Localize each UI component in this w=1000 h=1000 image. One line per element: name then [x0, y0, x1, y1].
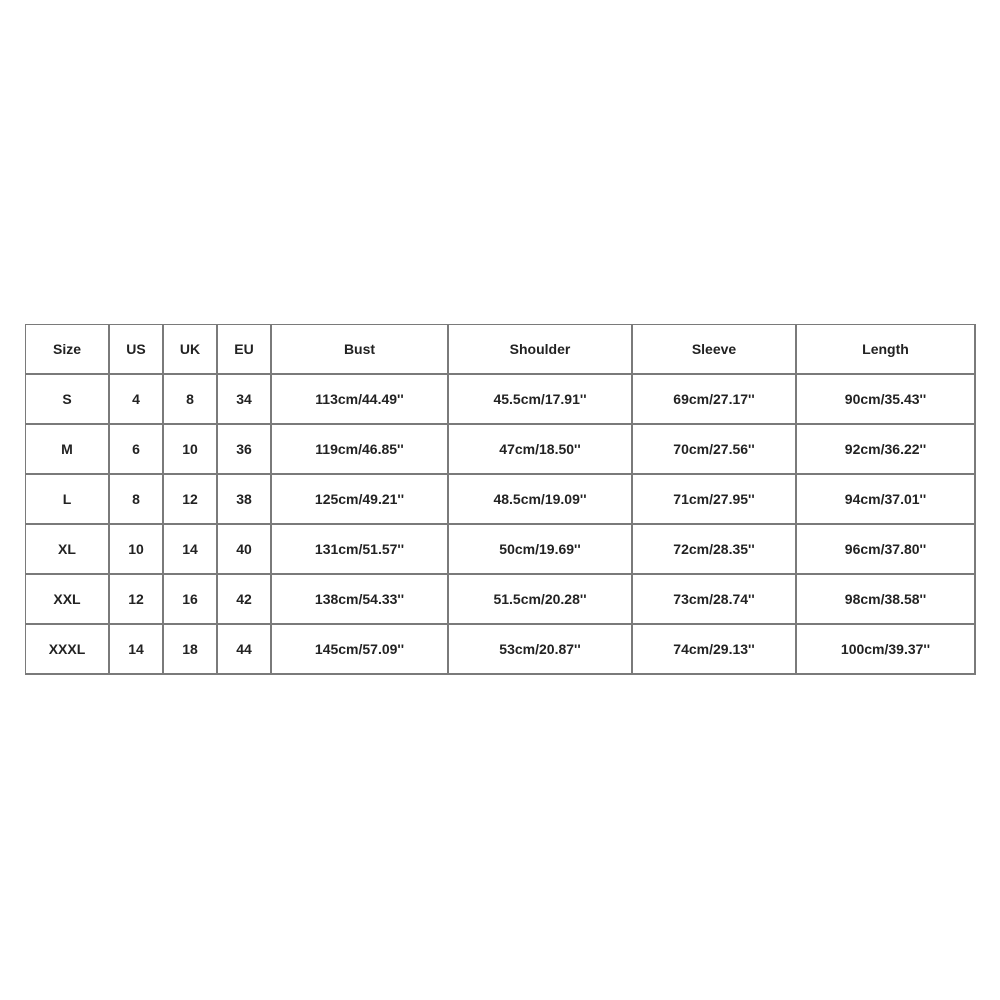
cell-size: S	[26, 375, 110, 425]
header-length: Length	[797, 325, 976, 375]
cell-bust: 131cm/51.57''	[272, 525, 449, 575]
header-uk: UK	[164, 325, 218, 375]
cell-sleeve: 73cm/28.74''	[633, 575, 797, 625]
cell-uk: 14	[164, 525, 218, 575]
cell-uk: 18	[164, 625, 218, 675]
cell-uk: 8	[164, 375, 218, 425]
size-chart-table	[25, 324, 976, 675]
header-bust: Bust	[272, 325, 449, 375]
cell-size: L	[26, 475, 110, 525]
header-sleeve: Sleeve	[633, 325, 797, 375]
cell-eu: 40	[218, 525, 272, 575]
table-row	[26, 425, 976, 475]
cell-length: 94cm/37.01''	[797, 475, 976, 525]
cell-us: 6	[110, 425, 164, 475]
cell-sleeve: 72cm/28.35''	[633, 525, 797, 575]
header-eu: EU	[218, 325, 272, 375]
cell-shoulder: 45.5cm/17.91''	[449, 375, 633, 425]
cell-size: XXL	[26, 575, 110, 625]
cell-length: 92cm/36.22''	[797, 425, 976, 475]
cell-size: M	[26, 425, 110, 475]
header-size: Size	[26, 325, 110, 375]
table-row	[26, 525, 976, 575]
cell-shoulder: 47cm/18.50''	[449, 425, 633, 475]
cell-eu: 36	[218, 425, 272, 475]
table-row	[26, 625, 976, 675]
table-row	[26, 475, 976, 525]
cell-eu: 34	[218, 375, 272, 425]
cell-uk: 16	[164, 575, 218, 625]
cell-shoulder: 48.5cm/19.09''	[449, 475, 633, 525]
table-row	[26, 375, 976, 425]
cell-bust: 125cm/49.21''	[272, 475, 449, 525]
header-us: US	[110, 325, 164, 375]
cell-eu: 42	[218, 575, 272, 625]
cell-length: 98cm/38.58''	[797, 575, 976, 625]
cell-eu: 44	[218, 625, 272, 675]
cell-us: 14	[110, 625, 164, 675]
cell-us: 12	[110, 575, 164, 625]
cell-sleeve: 70cm/27.56''	[633, 425, 797, 475]
cell-size: XL	[26, 525, 110, 575]
header-shoulder: Shoulder	[449, 325, 633, 375]
cell-sleeve: 71cm/27.95''	[633, 475, 797, 525]
cell-length: 90cm/35.43''	[797, 375, 976, 425]
cell-shoulder: 51.5cm/20.28''	[449, 575, 633, 625]
cell-us: 8	[110, 475, 164, 525]
header-row	[26, 325, 976, 375]
cell-eu: 38	[218, 475, 272, 525]
cell-shoulder: 50cm/19.69''	[449, 525, 633, 575]
cell-bust: 119cm/46.85''	[272, 425, 449, 475]
cell-uk: 10	[164, 425, 218, 475]
cell-shoulder: 53cm/20.87''	[449, 625, 633, 675]
cell-bust: 138cm/54.33''	[272, 575, 449, 625]
cell-length: 100cm/39.37''	[797, 625, 976, 675]
cell-bust: 145cm/57.09''	[272, 625, 449, 675]
cell-sleeve: 74cm/29.13''	[633, 625, 797, 675]
cell-sleeve: 69cm/27.17''	[633, 375, 797, 425]
cell-length: 96cm/37.80''	[797, 525, 976, 575]
cell-size: XXXL	[26, 625, 110, 675]
cell-uk: 12	[164, 475, 218, 525]
table-row	[26, 575, 976, 625]
cell-us: 10	[110, 525, 164, 575]
cell-us: 4	[110, 375, 164, 425]
cell-bust: 113cm/44.49''	[272, 375, 449, 425]
